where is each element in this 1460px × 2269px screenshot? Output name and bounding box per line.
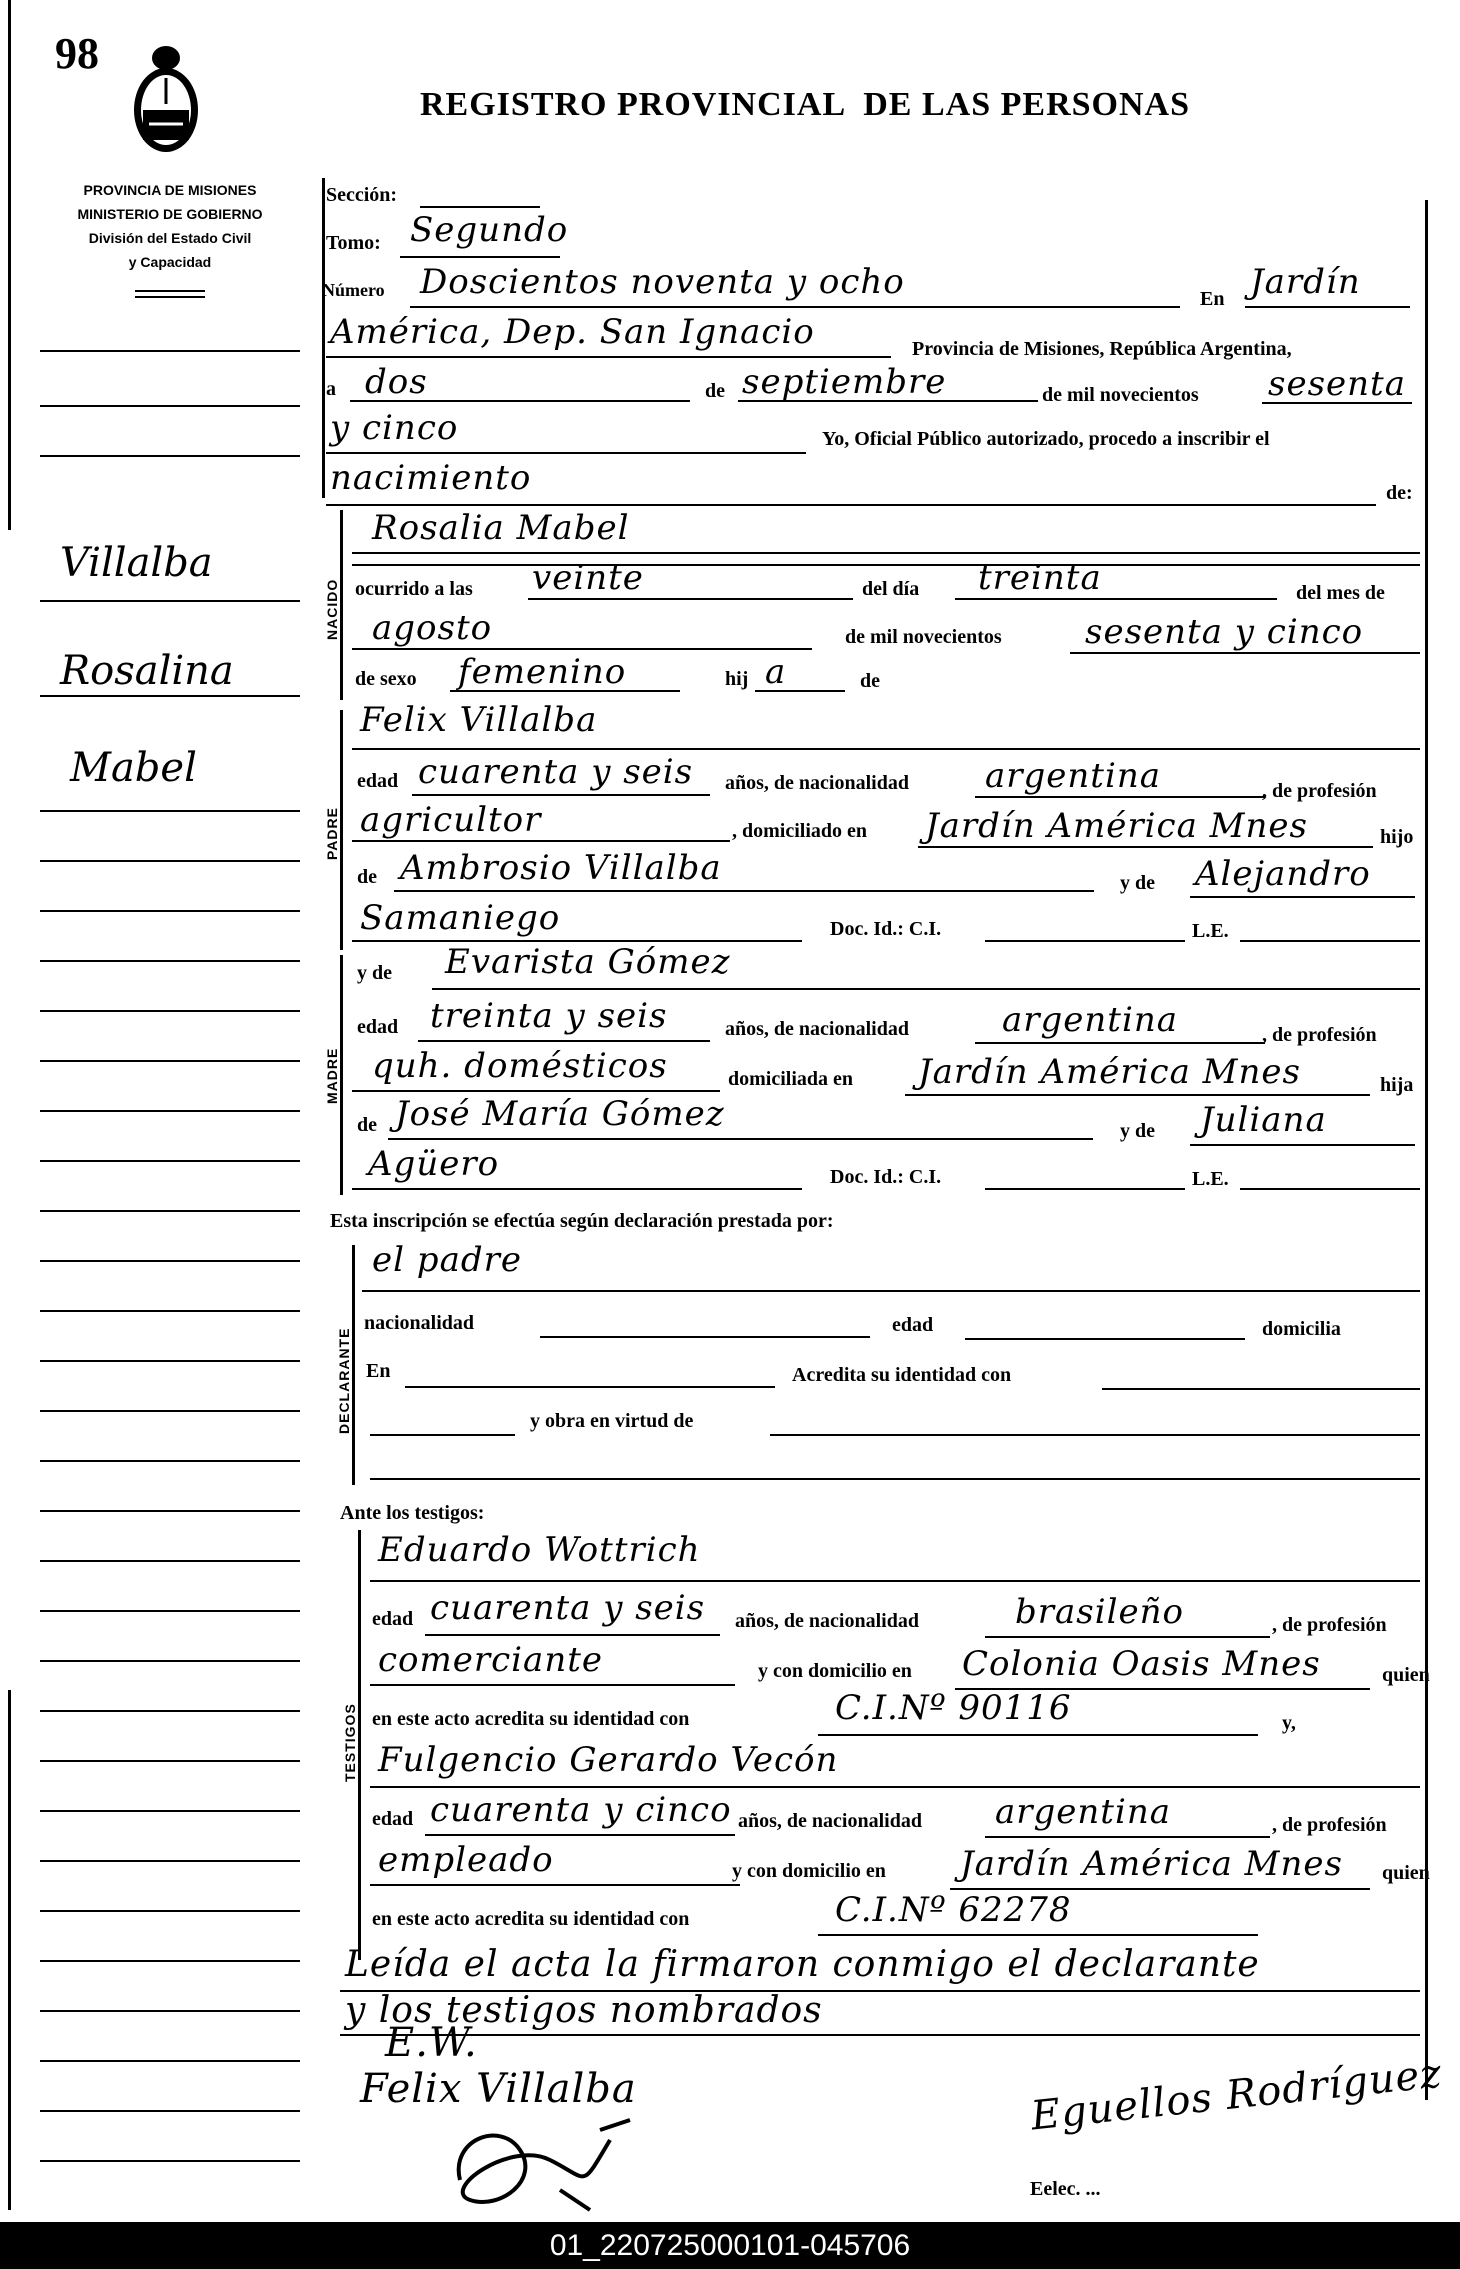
madre-hija-de: José María Gómez [395,1094,725,1134]
anio-nac-value: sesenta y cinco [1085,612,1364,652]
declarante-edad-line [965,1338,1245,1340]
mes-line [738,400,1038,402]
madre-bracket [340,955,343,1195]
padre-nombre-line [352,748,1420,750]
file-id-footer: 01_220725000101-045706 [0,2222,1460,2269]
acto-value: nacimiento [330,458,532,498]
t1-nombre: Eduardo Wottrich [378,1530,701,1570]
margin-line [40,1910,300,1912]
form-right-border [1425,200,1428,2100]
margin-line [40,1010,300,1012]
signature-official: Eguellos Rodríguez [1028,2050,1445,2140]
t2-domicilio-label: y con domicilio en [732,1860,886,1882]
padre-le-label: L.E. [1192,920,1229,942]
padre-doc-label: Doc. Id.: C.I. [830,918,942,940]
anio-line-1 [1262,402,1412,404]
inscripcion-label: Esta inscripción se efectúa según declaración prestada por: [330,1210,834,1232]
t2-acredita-label: en este acto acredita su identidad con [372,1908,690,1930]
margin-line [40,1110,300,1112]
cierre-line-1: Leída el acta la firmaron conmigo el declarante [345,1944,1260,1985]
t1-dom: Colonia Oasis Mnes [962,1644,1321,1684]
padre-de-label: de [357,866,377,888]
madre-nac-line [975,1042,1265,1044]
margin-line [40,600,300,602]
t1-quien-label: quien [1382,1664,1430,1686]
padre-nac-line [975,796,1265,798]
en-label: En [1200,288,1225,310]
signature-witness: E.W. [385,2020,478,2066]
madre-hija-label: hija [1380,1074,1414,1096]
madre-profesion-label: , de profesión [1262,1024,1377,1046]
del-mes-label: del mes de [1296,582,1385,604]
declarante-nacionalidad-line [540,1336,870,1338]
declarante-obra-label: y obra en virtud de [530,1410,694,1432]
nacido-bracket [340,510,343,700]
margin-line [40,405,300,407]
margin-line [40,1510,300,1512]
madre-le-label: L.E. [1192,1168,1229,1190]
madre-doc-line [985,1188,1185,1190]
hij-suffix: a [765,652,787,692]
t1-nac-line [985,1636,1270,1638]
agency-block [30,178,310,274]
numero-value: Doscientos noventa y ocho [420,262,905,302]
anio-value-2: y cinco [330,408,459,448]
section-padre: PADRE [324,807,340,860]
provincia-label: Provincia de Misiones, República Argentina, [912,338,1292,360]
madre-madre-line-2 [352,1188,802,1190]
margin-line [40,1210,300,1212]
margin-note-name1: Rosalina [60,648,234,694]
margin-line [40,695,300,697]
hij-line [755,690,845,692]
section-madre: MADRE [324,1047,340,1104]
t1-prof-line [370,1684,735,1686]
margin-line [40,2160,300,2162]
t2-edad: cuarenta y cinco [430,1790,732,1830]
anio-value-1: sesenta [1268,364,1406,404]
section-testigos: TESTIGOS [342,1703,358,1782]
t2-edad-label: edad [372,1808,414,1830]
madre-nombre-line [432,988,1420,990]
t2-anos-label: años, de nacionalidad [738,1810,922,1832]
mes-nac-line [352,648,812,650]
madre-prof: quh. domésticos [372,1046,668,1086]
madre-de-label: de [357,1114,377,1136]
section-nacido: NACIDO [324,578,340,640]
margin-line [40,1260,300,1262]
margin-line [40,810,300,812]
madre-y-de-label: y de [357,962,392,984]
de-mil-nac-label: de mil novecientos [845,626,1002,648]
declarante-extra-line [370,1478,1420,1480]
lugar-value: América, Dep. San Ignacio [330,312,815,352]
t1-y-label: y, [1282,1712,1296,1734]
t2-prof-line [370,1884,740,1886]
t2-nombre-line [370,1786,1420,1788]
padre-nombre: Felix Villalba [360,700,598,740]
cierre-line-2: y los testigos nombrados [345,1990,823,2031]
madre-y-de-label-2: y de [1120,1120,1155,1142]
tomo-value: Segundo [410,210,569,250]
nombre-value: Rosalia Mabel [372,508,630,548]
numero-label: Número [322,280,385,300]
t1-anos-label: años, de nacionalidad [735,1610,919,1632]
margin-line [40,1810,300,1812]
madre-doc-label: Doc. Id.: C.I. [830,1166,942,1188]
t1-acredita-label: en este acto acredita su identidad con [372,1708,690,1730]
padre-hijo-de-line [394,890,1094,892]
padre-edad-line [412,794,710,796]
madre-le-line [1240,1188,1420,1190]
margin-line [40,1610,300,1612]
seccion-label: Sección: [326,184,398,206]
margin-line [40,1460,300,1462]
margin-line [40,910,300,912]
en-value: Jardín [1250,262,1361,302]
madre-hija-de-line [388,1138,1093,1140]
dia-value: dos [365,362,428,402]
left-border [8,0,11,530]
margin-line [40,1310,300,1312]
margin-line [40,455,300,457]
declarante-line [362,1290,1420,1292]
padre-edad: cuarenta y seis [418,752,694,792]
mes-value: septiembre [742,362,947,402]
mes-nac-value: agosto [372,608,493,648]
margin-line [40,2060,300,2062]
t2-id-line [818,1934,1258,1936]
madre-nombre: Evarista Gómez [445,942,731,982]
t2-nac: argentina [995,1792,1172,1832]
declarante-bracket [352,1245,355,1485]
padre-madre-line-1 [1190,896,1415,898]
margin-line [40,1560,300,1562]
t1-edad-label: edad [372,1608,414,1630]
margin-line [40,350,300,352]
section-declarante: DECLARANTE [336,1327,352,1434]
left-border [8,1690,11,2210]
padre-bracket [340,710,343,950]
madre-prof-line [352,1090,720,1092]
declarante-obra-line-1 [370,1434,515,1436]
margin-line [40,1860,300,1862]
declarante-obra-line-2 [770,1434,1420,1436]
madre-anos-label: años, de nacionalidad [725,1018,909,1040]
padre-nac: argentina [985,756,1162,796]
hora-line [528,598,853,600]
acto-line [326,504,1376,506]
padre-edad-label: edad [357,770,399,792]
ocurrido-label: ocurrido a las [355,578,473,600]
agency-province: PROVINCIA DE MISIONES [83,182,257,198]
padre-anos-label: años, de nacionalidad [725,772,909,794]
form-left-border [322,178,325,498]
margin-line [40,1660,300,1662]
madre-dom-line [905,1094,1370,1096]
t1-profesion-label: , de profesión [1272,1614,1387,1636]
de-label-2: de [860,670,880,692]
t1-prof: comerciante [378,1640,603,1680]
t1-id-line [818,1734,1258,1736]
t1-domicilio-label: y con domicilio en [758,1660,912,1682]
t1-nac: brasileño [1015,1592,1184,1632]
t2-dom: Jardín América Mnes [960,1844,1343,1884]
padre-dom-line [918,846,1373,848]
madre-madre-line-1 [1190,1144,1415,1146]
margin-line [40,1960,300,1962]
padre-profesion-label: , de profesión [1262,780,1377,802]
a-label: a [326,378,336,400]
t1-nombre-line [370,1580,1420,1582]
padre-y-de-label: y de [1120,872,1155,894]
testigos-label: Ante los testigos: [340,1502,485,1524]
t1-id: C.I.Nº 90116 [835,1688,1072,1728]
agency-capacity: y Capacidad [128,254,212,270]
t2-prof: empleado [378,1840,554,1880]
t2-id: C.I.Nº 62278 [835,1890,1072,1930]
madre-edad-label: edad [357,1016,399,1038]
de-label: de [705,380,725,402]
margin-line [40,1410,300,1412]
margin-line [40,1060,300,1062]
margin-line [40,1360,300,1362]
madre-madre-1: Juliana [1200,1100,1327,1140]
anio-nac-line [1070,652,1420,654]
coat-of-arms-icon [125,38,207,158]
margin-line [40,1710,300,1712]
page-number: 98 [55,29,99,78]
seccion-line [420,206,540,208]
madre-domicilio-label: domiciliada en [728,1068,854,1090]
agency-ministry: MINISTERIO DE GOBIERNO [77,206,263,222]
padre-le-line [1240,940,1420,942]
dia-line [350,400,690,402]
margin-line [40,1160,300,1162]
de-sexo-label: de sexo [355,668,417,690]
madre-nac: argentina [1002,1000,1179,1040]
agency-divider [135,290,205,292]
padre-madre-1: Alejandro [1195,854,1371,894]
padre-hijo-label: hijo [1380,826,1414,848]
madre-dom: Jardín América Mnes [918,1052,1301,1092]
declarante-acredita-line [1102,1388,1420,1390]
t2-edad-line [425,1834,735,1836]
yo-oficial-label: Yo, Oficial Público autorizado, procedo a inscribir el [822,428,1270,450]
margin-line [40,2010,300,2012]
sexo-line [450,690,680,692]
margin-line [40,960,300,962]
t2-profesion-label: , de profesión [1272,1814,1387,1836]
padre-hijo-de: Ambrosio Villalba [400,848,722,888]
hora-value: veinte [532,558,644,598]
madre-madre-2: Agüero [368,1144,500,1184]
tomo-label: Tomo: [326,232,381,254]
dia-nac-line [955,598,1277,600]
agency-division: División del Estado Civil [88,230,252,246]
hij-label: hij [725,668,749,690]
anio-line-2 [326,452,806,454]
padre-madre-2: Samaniego [360,898,561,938]
margin-line [40,1760,300,1762]
declarante-en-label: En [366,1360,391,1382]
dia-nac-value: treinta [978,558,1102,598]
signature-scribble-icon [440,2100,660,2220]
margin-note-surname: Villalba [60,540,213,586]
declarante-en-line [405,1386,775,1388]
en-line [1245,306,1410,308]
padre-doc-line [985,940,1185,942]
nombre-line-2 [352,564,1420,566]
declarante-acredita-label: Acredita su identidad con [792,1364,1012,1386]
margin-line [40,860,300,862]
de-colon-label: de: [1386,482,1413,504]
numero-line [410,306,1180,308]
del-dia-label: del día [862,578,920,600]
nombre-line [352,552,1420,554]
padre-prof-line [352,840,730,842]
t2-nac-line [985,1836,1270,1838]
tomo-line [400,256,560,258]
de-mil-label: de mil novecientos [1042,384,1199,406]
bottom-text: Eelec. ... [1030,2178,1101,2200]
t1-edad-line [425,1634,720,1636]
declarante-value: el padre [372,1240,522,1280]
madre-edad-line [418,1040,710,1042]
padre-dom: Jardín América Mnes [925,806,1308,846]
declarante-edad-label: edad [892,1314,934,1336]
declarante-nacionalidad-label: nacionalidad [364,1312,475,1334]
margin-note-name2: Mabel [70,745,197,791]
margin-line [40,2110,300,2112]
t2-quien-label: quien [1382,1862,1430,1884]
testigos-bracket [358,1530,361,1960]
padre-prof: agricultor [360,800,542,840]
signature-father: Felix Villalba [360,2066,637,2112]
lugar-line [326,356,891,358]
t2-nombre: Fulgencio Gerardo Vecón [378,1740,839,1780]
sexo-value: femenino [458,652,627,692]
madre-edad: treinta y seis [430,996,668,1036]
agency-divider [135,296,205,298]
page-title: REGISTRO PROVINCIAL DE LAS PERSONAS [420,86,1190,123]
cierre-line-2-rule [340,2034,1420,2036]
padre-domicilio-label: , domiciliado en [732,820,868,842]
t1-edad: cuarenta y seis [430,1588,706,1628]
declarante-domicilia-label: domicilia [1262,1318,1341,1340]
